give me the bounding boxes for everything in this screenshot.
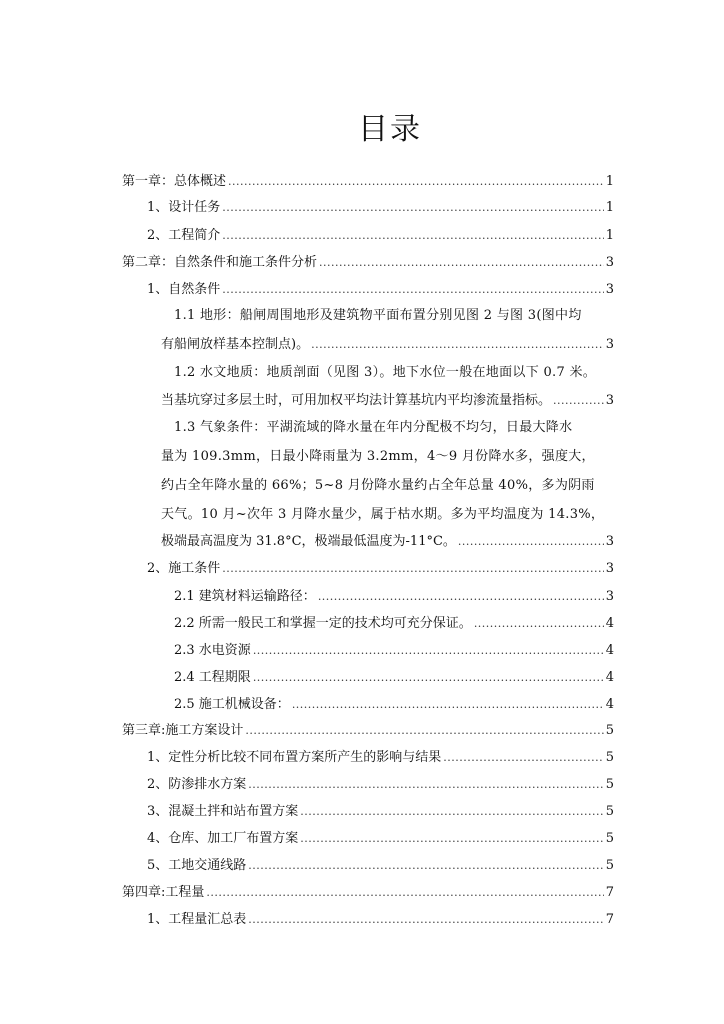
toc-entry-text: 1.2 水文地质：地质剖面（见图 3）。地下水位一般在地面以下 0.7 米。 [174,365,597,380]
dot-leader [248,777,603,793]
toc-entry-1-1-line2[interactable] [161,337,614,353]
toc-entry-section-3-1[interactable] [147,750,614,766]
toc-entry-text: 第三章:施工方案设计 [122,723,244,738]
toc-entry-section-3-3[interactable] [147,804,614,820]
toc-page-number: 3 [605,255,614,270]
toc-page-number: 1 [605,228,614,243]
toc-entry-text: 2、施工条件 [147,561,221,576]
toc-entry-text: 约占全年降水量的 66%；5~8 月份降水量约占全年总量 40%，多为阴雨 [161,478,595,493]
toc-entry-1-3-last-line[interactable] [161,534,614,550]
toc-entry-text: 当基坑穿过多层土时，可用加权平均法计算基坑内平均渗流量指标。 [161,393,552,408]
toc-entry-text: 有船闸放样基本控制点)。 [161,337,310,352]
toc-entry-chapter-3[interactable] [122,723,614,739]
dot-leader [292,697,604,713]
toc-entry-text: 第一章：总体概述 [122,174,227,189]
dot-leader [318,589,604,605]
toc-page-number: 7 [605,885,614,900]
toc-entry-text: 天气。10 月~次年 3 月降水量少，属于枯水期。多为平均温度为 14.3%， [161,507,605,522]
toc-page-number: 3 [605,534,614,549]
toc-entry-text: 2、防渗排水方案 [147,777,247,792]
toc-entry-1-1-line1[interactable] [174,303,582,329]
dot-leader [248,858,603,874]
toc-entry-section-3-4[interactable] [147,831,614,847]
toc-page-number: 3 [605,561,614,576]
toc-page-number: 1 [605,174,614,189]
toc-entry-text: 4、仓库、加工厂布置方案 [147,831,299,846]
toc-page-number: 5 [605,804,614,819]
dot-leader [253,670,604,686]
toc-entry-section-3-2[interactable] [147,777,614,793]
toc-entry-chapter-1[interactable] [122,174,614,190]
toc-entry-text: 第二章：自然条件和施工条件分析 [122,255,318,270]
toc-entry-text: 2.4 工程期限 [174,670,251,685]
dot-leader [458,534,604,550]
toc-page-number: 4 [605,697,614,712]
dot-leader [222,561,603,577]
toc-entry-2-1[interactable] [174,589,614,605]
toc-title: 目录 [358,112,422,147]
toc-entry-section-4-1[interactable] [147,912,614,928]
toc-entry-chapter-4[interactable] [122,885,614,901]
dot-leader [253,643,604,659]
dot-leader [222,282,603,298]
dot-leader [248,912,603,928]
toc-entry-1-3-paragraph[interactable] [161,415,604,528]
toc-entry-2-2[interactable] [174,616,614,632]
dot-leader [319,255,604,271]
toc-entry-text: 2、工程简介 [147,228,221,243]
dot-leader [300,804,603,820]
toc-entry-text: 1.3 气象条件：平湖流域的降水量在年内分配极不均匀，日最大降水 [174,420,573,435]
toc-entry-text: 3、混凝土拌和站布置方案 [147,804,299,819]
dot-leader [300,831,603,847]
dot-leader [222,200,603,216]
toc-entry-section-2-2[interactable] [147,561,614,577]
toc-entry-2-4[interactable] [174,670,614,686]
toc-page-number: 5 [605,858,614,873]
toc-page-number: 5 [605,750,614,765]
toc-page-number: 3 [605,393,614,408]
toc-page-number: 5 [605,831,614,846]
toc-page-number: 5 [605,777,614,792]
toc-entry-text: 1、设计任务 [147,200,221,215]
toc-entry-text: 第四章:工程量 [122,885,205,900]
toc-page-number: 4 [605,643,614,658]
toc-page-number: 1 [605,200,614,215]
dot-leader [206,885,603,901]
toc-entry-text: 极端最高温度为 31.8°C，极端最低温度为-11°C。 [161,534,456,549]
toc-entry-text: 2.5 施工机械设备： [174,697,290,712]
toc-entry-2-3[interactable] [174,643,614,659]
toc-entry-text: 2.1 建筑材料运输路径： [174,589,316,604]
toc-page-number: 3 [605,337,614,352]
toc-entry-text: 1、定性分析比较不同布置方案所产生的影响与结果 [147,750,442,765]
toc-page-number: 3 [605,589,614,604]
dot-leader [222,228,603,244]
toc-entry-text: 2.2 所需一般民工和掌握一定的技术均可充分保证。 [174,616,472,631]
toc-entry-section-1-1[interactable] [147,200,614,216]
toc-page-number: 5 [605,723,614,738]
toc-entry-text: 2.3 水电资源 [174,643,251,658]
toc-entry-chapter-2[interactable] [122,255,614,271]
toc-entry-1-2-line1[interactable] [174,360,596,386]
dot-leader [311,337,604,353]
toc-entry-section-1-2[interactable] [147,228,614,244]
toc-entry-text: 1、工程量汇总表 [147,912,247,927]
toc-entry-text: 1.1 地形：船闸周围地形及建筑物平面布置分别见图 2 与图 3(图中均 [174,308,582,323]
toc-entry-1-2-line2[interactable] [161,393,614,409]
toc-entry-text: 5、工地交通线路 [147,858,247,873]
toc-page-number: 3 [605,282,614,297]
dot-leader [553,393,604,409]
toc-entry-2-5[interactable] [174,697,614,713]
toc-page-number: 4 [605,670,614,685]
toc-page-number: 4 [605,616,614,631]
toc-entry-section-2-1[interactable] [147,282,614,298]
dot-leader [228,174,604,190]
toc-page-number: 7 [605,912,614,927]
toc-entry-text: 量为 109.3mm，日最小降雨量为 3.2mm，4～9 月份降水多，强度大， [161,449,595,464]
toc-entry-text: 1、自然条件 [147,282,221,297]
dot-leader [245,723,603,739]
dot-leader [443,750,603,766]
dot-leader [474,616,604,632]
toc-entry-section-3-5[interactable] [147,858,614,874]
